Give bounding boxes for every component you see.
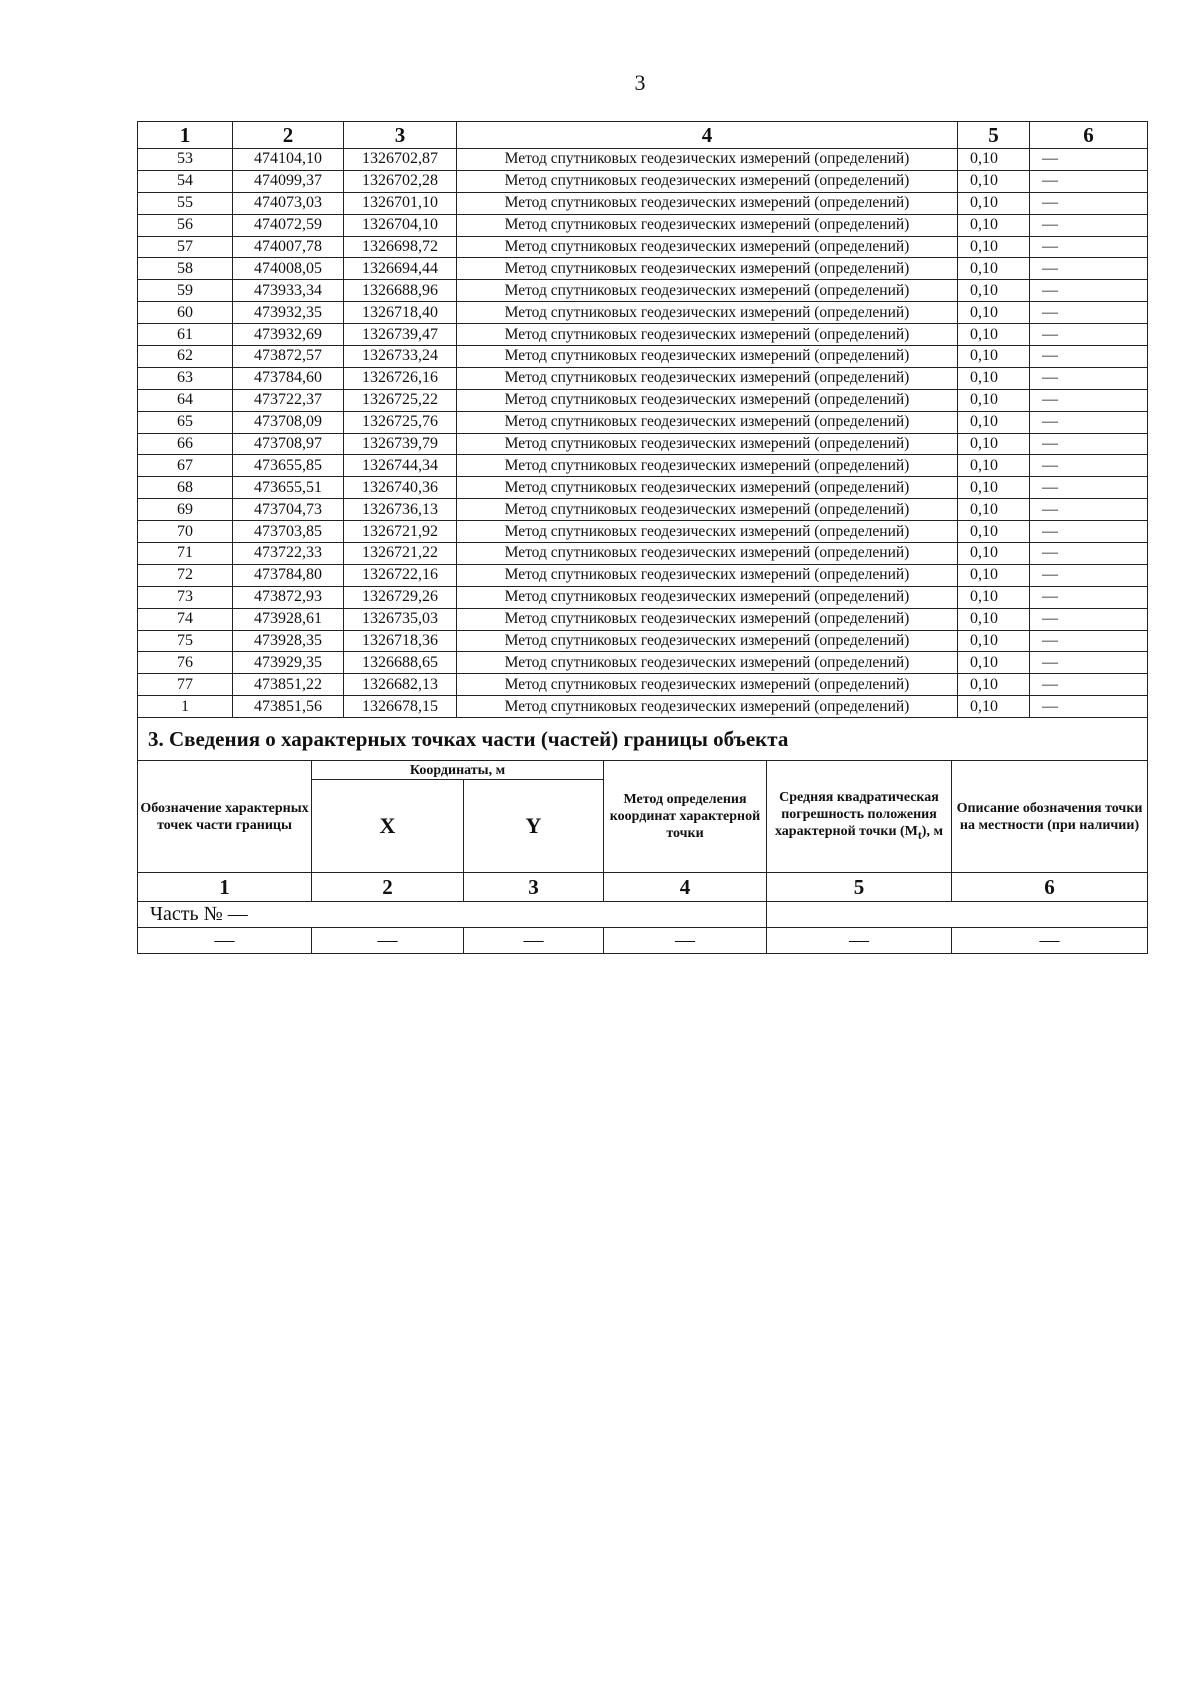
description-cell: —	[1030, 192, 1148, 214]
y-coordinate-cell: 1326735,03	[344, 608, 457, 630]
point-number-cell: 72	[138, 564, 233, 586]
table-row	[138, 324, 1148, 346]
header-col-3: 3	[344, 122, 457, 149]
header-col-1: 1	[138, 122, 233, 149]
table-row	[138, 652, 1148, 674]
accuracy-cell: 0,10	[958, 564, 1030, 586]
x-coordinate-cell: 474099,37	[233, 170, 344, 192]
method-cell: Метод спутниковых геодезических измерений (определений)	[457, 652, 958, 674]
section3-col-number: 4	[604, 873, 767, 902]
point-number-cell: 1	[138, 696, 233, 718]
point-number-cell: 73	[138, 586, 233, 608]
description-cell: —	[1030, 149, 1148, 171]
x-coordinate-cell: 473851,22	[233, 674, 344, 696]
accuracy-cell: 0,10	[958, 149, 1030, 171]
point-number-cell: 75	[138, 630, 233, 652]
description-cell: —	[1030, 302, 1148, 324]
method-cell: Метод спутниковых геодезических измерений (определений)	[457, 236, 958, 258]
point-number-cell: 77	[138, 674, 233, 696]
y-coordinate-cell: 1326729,26	[344, 586, 457, 608]
header-col-6: 6	[1030, 122, 1148, 149]
table-row	[138, 674, 1148, 696]
method-cell: Метод спутниковых геодезических измерений (определений)	[457, 630, 958, 652]
point-number-cell: 71	[138, 543, 233, 565]
table-row	[138, 346, 1148, 368]
accuracy-cell: 0,10	[958, 346, 1030, 368]
table-row	[138, 280, 1148, 302]
point-number-cell: 74	[138, 608, 233, 630]
point-number-cell: 60	[138, 302, 233, 324]
description-cell: —	[1030, 367, 1148, 389]
accuracy-cell: 0,10	[958, 586, 1030, 608]
description-cell: —	[1030, 630, 1148, 652]
y-coordinate-cell: 1326701,10	[344, 192, 457, 214]
x-coordinate-cell: 473708,09	[233, 411, 344, 433]
section3-empty-cell: —	[464, 928, 604, 954]
x-coordinate-cell: 474104,10	[233, 149, 344, 171]
y-coordinate-cell: 1326725,22	[344, 389, 457, 411]
accuracy-cell: 0,10	[958, 258, 1030, 280]
x-coordinate-cell: 473928,61	[233, 608, 344, 630]
page-number: 3	[634, 70, 646, 95]
description-cell: —	[1030, 346, 1148, 368]
accuracy-cell: 0,10	[958, 433, 1030, 455]
header-col-4: 4	[457, 122, 958, 149]
method-cell: Метод спутниковых геодезических измерений (определений)	[457, 302, 958, 324]
method-cell: Метод спутниковых геодезических измерений (определений)	[457, 411, 958, 433]
accuracy-cell: 0,10	[958, 389, 1030, 411]
accuracy-cell: 0,10	[958, 608, 1030, 630]
section3-header-accuracy	[767, 761, 952, 873]
section3-header-designation: Обозначение характерных точек части границы	[138, 761, 312, 873]
description-cell: —	[1030, 389, 1148, 411]
point-number-cell: 62	[138, 346, 233, 368]
table-row	[138, 543, 1148, 565]
point-number-cell: 63	[138, 367, 233, 389]
point-number-cell: 67	[138, 455, 233, 477]
section3-part-label: Часть № —	[138, 902, 767, 928]
y-coordinate-cell: 1326702,28	[344, 170, 457, 192]
method-cell: Метод спутниковых геодезических измерений (определений)	[457, 477, 958, 499]
method-cell: Метод спутниковых геодезических измерений (определений)	[457, 346, 958, 368]
point-number-cell: 59	[138, 280, 233, 302]
description-cell: —	[1030, 455, 1148, 477]
table-row	[138, 608, 1148, 630]
point-number-cell: 69	[138, 499, 233, 521]
table-row	[138, 236, 1148, 258]
section3-table	[137, 717, 1148, 954]
section3-col-number: 1	[138, 873, 312, 902]
coordinates-table-header-row	[138, 122, 1148, 149]
method-cell: Метод спутниковых геодезических измерений (определений)	[457, 543, 958, 565]
table-row	[138, 149, 1148, 171]
table-row	[138, 192, 1148, 214]
x-coordinate-cell: 473722,33	[233, 543, 344, 565]
accuracy-cell: 0,10	[958, 280, 1030, 302]
accuracy-cell: 0,10	[958, 674, 1030, 696]
section3-col-number: 5	[767, 873, 952, 902]
method-cell: Метод спутниковых геодезических измерений (определений)	[457, 258, 958, 280]
method-cell: Метод спутниковых геодезических измерений (определений)	[457, 564, 958, 586]
point-number-cell: 56	[138, 214, 233, 236]
accuracy-cell: 0,10	[958, 630, 1030, 652]
description-cell: —	[1030, 170, 1148, 192]
section3-part-empty	[767, 902, 1148, 928]
section3-col-number: 2	[312, 873, 464, 902]
section3-header-accuracy-sub: t	[917, 828, 922, 842]
y-coordinate-cell: 1326688,96	[344, 280, 457, 302]
description-cell: —	[1030, 324, 1148, 346]
y-coordinate-cell: 1326721,92	[344, 521, 457, 543]
x-coordinate-cell: 473784,80	[233, 564, 344, 586]
section3-empty-cell: —	[952, 928, 1148, 954]
y-coordinate-cell: 1326721,22	[344, 543, 457, 565]
accuracy-cell: 0,10	[958, 324, 1030, 346]
method-cell: Метод спутниковых геодезических измерений (определений)	[457, 696, 958, 718]
method-cell: Метод спутниковых геодезических измерений (определений)	[457, 149, 958, 171]
x-coordinate-cell: 474072,59	[233, 214, 344, 236]
y-coordinate-cell: 1326698,72	[344, 236, 457, 258]
description-cell: —	[1030, 214, 1148, 236]
description-cell: —	[1030, 236, 1148, 258]
method-cell: Метод спутниковых геодезических измерений (определений)	[457, 214, 958, 236]
section3-empty-cell: —	[767, 928, 952, 954]
point-number-cell: 76	[138, 652, 233, 674]
x-coordinate-cell: 473703,85	[233, 521, 344, 543]
y-coordinate-cell: 1326682,13	[344, 674, 457, 696]
accuracy-cell: 0,10	[958, 499, 1030, 521]
point-number-cell: 61	[138, 324, 233, 346]
table-row	[138, 455, 1148, 477]
table-row	[138, 411, 1148, 433]
section3-part-row	[138, 902, 1148, 928]
point-number-cell: 57	[138, 236, 233, 258]
method-cell: Метод спутниковых геодезических измерений (определений)	[457, 521, 958, 543]
description-cell: —	[1030, 608, 1148, 630]
x-coordinate-cell: 473655,85	[233, 455, 344, 477]
accuracy-cell: 0,10	[958, 367, 1030, 389]
accuracy-cell: 0,10	[958, 477, 1030, 499]
y-coordinate-cell: 1326736,13	[344, 499, 457, 521]
x-coordinate-cell: 474007,78	[233, 236, 344, 258]
description-cell: —	[1030, 499, 1148, 521]
table-row	[138, 564, 1148, 586]
y-coordinate-cell: 1326702,87	[344, 149, 457, 171]
x-coordinate-cell: 474073,03	[233, 192, 344, 214]
accuracy-cell: 0,10	[958, 543, 1030, 565]
y-coordinate-cell: 1326744,34	[344, 455, 457, 477]
point-number-cell: 68	[138, 477, 233, 499]
description-cell: —	[1030, 258, 1148, 280]
y-coordinate-cell: 1326722,16	[344, 564, 457, 586]
table-row	[138, 630, 1148, 652]
coordinates-table-body	[138, 149, 1148, 718]
y-coordinate-cell: 1326678,15	[344, 696, 457, 718]
x-coordinate-cell: 473784,60	[233, 367, 344, 389]
header-col-2: 2	[233, 122, 344, 149]
description-cell: —	[1030, 696, 1148, 718]
y-coordinate-cell: 1326739,79	[344, 433, 457, 455]
section3-col-number: 3	[464, 873, 604, 902]
method-cell: Метод спутниковых геодезических измерений (определений)	[457, 389, 958, 411]
y-coordinate-cell: 1326718,36	[344, 630, 457, 652]
y-coordinate-cell: 1326740,36	[344, 477, 457, 499]
y-coordinate-cell: 1326739,47	[344, 324, 457, 346]
description-cell: —	[1030, 477, 1148, 499]
table-row	[138, 367, 1148, 389]
x-coordinate-cell: 473872,93	[233, 586, 344, 608]
description-cell: —	[1030, 280, 1148, 302]
description-cell: —	[1030, 674, 1148, 696]
point-number-cell: 54	[138, 170, 233, 192]
accuracy-cell: 0,10	[958, 170, 1030, 192]
y-coordinate-cell: 1326725,76	[344, 411, 457, 433]
section3-header-accuracy-end: ), м	[921, 824, 943, 840]
accuracy-cell: 0,10	[958, 192, 1030, 214]
y-coordinate-cell: 1326688,65	[344, 652, 457, 674]
accuracy-cell: 0,10	[958, 455, 1030, 477]
section3-empty-row	[138, 928, 1148, 954]
table-row	[138, 433, 1148, 455]
section3-header-y: Y	[464, 780, 604, 873]
method-cell: Метод спутниковых геодезических измерений (определений)	[457, 192, 958, 214]
section3-header-accuracy-text: Средняя квадратическая погрешность положения характерной точки (M	[774, 790, 939, 840]
accuracy-cell: 0,10	[958, 696, 1030, 718]
table-row	[138, 586, 1148, 608]
x-coordinate-cell: 473655,51	[233, 477, 344, 499]
description-cell: —	[1030, 521, 1148, 543]
x-coordinate-cell: 473722,37	[233, 389, 344, 411]
description-cell: —	[1030, 564, 1148, 586]
y-coordinate-cell: 1326704,10	[344, 214, 457, 236]
point-number-cell: 65	[138, 411, 233, 433]
method-cell: Метод спутниковых геодезических измерений (определений)	[457, 674, 958, 696]
section3-col-number: 6	[952, 873, 1148, 902]
section3-header-x: X	[312, 780, 464, 873]
description-cell: —	[1030, 433, 1148, 455]
description-cell: —	[1030, 652, 1148, 674]
method-cell: Метод спутниковых геодезических измерений (определений)	[457, 367, 958, 389]
table-row	[138, 521, 1148, 543]
method-cell: Метод спутниковых геодезических измерений (определений)	[457, 280, 958, 302]
section3-empty-cell: —	[604, 928, 767, 954]
x-coordinate-cell: 473704,73	[233, 499, 344, 521]
table-row	[138, 696, 1148, 718]
accuracy-cell: 0,10	[958, 411, 1030, 433]
point-number-cell: 55	[138, 192, 233, 214]
x-coordinate-cell: 473932,35	[233, 302, 344, 324]
section3-empty-cell: —	[312, 928, 464, 954]
table-row	[138, 499, 1148, 521]
x-coordinate-cell: 473933,34	[233, 280, 344, 302]
method-cell: Метод спутниковых геодезических измерений (определений)	[457, 455, 958, 477]
point-number-cell: 53	[138, 149, 233, 171]
y-coordinate-cell: 1326694,44	[344, 258, 457, 280]
x-coordinate-cell: 473929,35	[233, 652, 344, 674]
section3-header-coords: Координаты, м	[312, 761, 604, 780]
section3-header-method: Метод определения координат характерной точки	[604, 761, 767, 873]
header-col-5: 5	[958, 122, 1030, 149]
method-cell: Метод спутниковых геодезических измерений (определений)	[457, 499, 958, 521]
accuracy-cell: 0,10	[958, 652, 1030, 674]
point-number-cell: 64	[138, 389, 233, 411]
method-cell: Метод спутниковых геодезических измерений (определений)	[457, 324, 958, 346]
accuracy-cell: 0,10	[958, 214, 1030, 236]
y-coordinate-cell: 1326718,40	[344, 302, 457, 324]
description-cell: —	[1030, 586, 1148, 608]
table-row	[138, 170, 1148, 192]
point-number-cell: 66	[138, 433, 233, 455]
table-row	[138, 214, 1148, 236]
table-row	[138, 302, 1148, 324]
x-coordinate-cell: 473851,56	[233, 696, 344, 718]
accuracy-cell: 0,10	[958, 236, 1030, 258]
x-coordinate-cell: 473928,35	[233, 630, 344, 652]
description-cell: —	[1030, 543, 1148, 565]
x-coordinate-cell: 473932,69	[233, 324, 344, 346]
x-coordinate-cell: 473872,57	[233, 346, 344, 368]
section3-number-row	[138, 873, 1148, 902]
y-coordinate-cell: 1326733,24	[344, 346, 457, 368]
method-cell: Метод спутниковых геодезических измерений (определений)	[457, 608, 958, 630]
table-row	[138, 389, 1148, 411]
method-cell: Метод спутниковых геодезических измерений (определений)	[457, 586, 958, 608]
coordinates-table	[137, 121, 1148, 718]
section3-empty-cell: —	[138, 928, 312, 954]
description-cell: —	[1030, 411, 1148, 433]
y-coordinate-cell: 1326726,16	[344, 367, 457, 389]
point-number-cell: 70	[138, 521, 233, 543]
x-coordinate-cell: 473708,97	[233, 433, 344, 455]
section3-header-description: Описание обозначения точки на местности (при наличии)	[952, 761, 1148, 873]
method-cell: Метод спутниковых геодезических измерений (определений)	[457, 170, 958, 192]
section3-title: 3. Сведения о характерных точках части (частей) границы объекта	[138, 718, 1148, 761]
method-cell: Метод спутниковых геодезических измерений (определений)	[457, 433, 958, 455]
accuracy-cell: 0,10	[958, 521, 1030, 543]
accuracy-cell: 0,10	[958, 302, 1030, 324]
table-row	[138, 477, 1148, 499]
point-number-cell: 58	[138, 258, 233, 280]
x-coordinate-cell: 474008,05	[233, 258, 344, 280]
table-row	[138, 258, 1148, 280]
